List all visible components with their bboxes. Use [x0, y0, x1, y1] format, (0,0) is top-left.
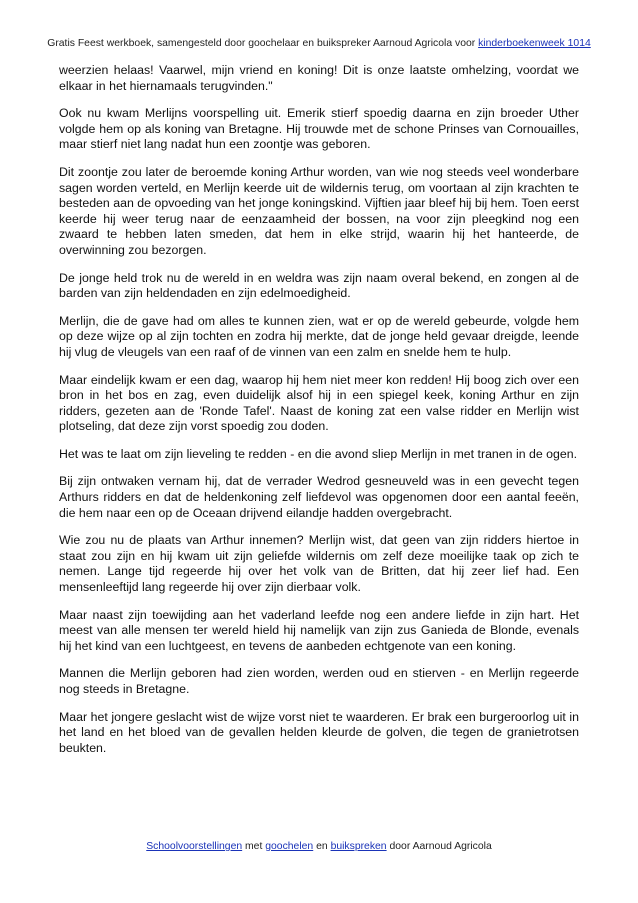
- paragraph: De jonge held trok nu de wereld in en weldra was zijn naam overal bekend, en zongen al de barden van zijn heldendaden en zijn edelmoedigheid.: [59, 270, 579, 301]
- schoolvoorstellingen-link[interactable]: Schoolvoorstellingen: [146, 841, 243, 852]
- paragraph: Het was te laat om zijn lieveling te redden - en die avond sliep Merlijn in met tranen in de ogen.: [59, 446, 578, 461]
- paragraph: Maar het jongere geslacht wist de wijze vorst niet te waarderen. Er brak een burgeroorlog uit in het land en het bloed van de gevallen helden kleurde de golven, die tegen de granietrotsen beukten.: [59, 709, 579, 755]
- paragraph: Merlijn, die de gave had om alles te kunnen zien, wat er op de wereld gebeurde, volgde hem op deze wijze op al zijn tochten en zodra hij merkte, dat de jonge held gevaar dreigde, leende hij vlug de vleugels van een raaf of de vinnen van een zalm en snelde hem te hulp.: [59, 313, 579, 359]
- goochelen-link[interactable]: goochelen: [265, 841, 314, 852]
- page-footer: [0, 841, 638, 853]
- paragraph: Mannen die Merlijn geboren had zien worden, werden oud en stierven - en Merlijn regeerde nog steeds in Bretagne.: [59, 666, 579, 696]
- paragraph: Ook nu kwam Merlijns voorspelling uit. Emerik stierf spoedig daarna en zijn broeder Uther volgde hem op als koning van Bretagne. Hij trouwde met de schone Prinses van Cornouailles, maar stierf niet lang nadat hun een zoontje was geboren.: [59, 106, 579, 152]
- article-body: [59, 63, 579, 768]
- paragraph: weerzien helaas! Vaarwel, mijn vriend en koning! Dit is onze laatste omhelzing, voordat we elkaar in het hiernamaals terugvinden.": [59, 63, 579, 93]
- footer-text: met: [242, 841, 266, 852]
- footer-text: en: [313, 841, 331, 852]
- page-header: [0, 38, 638, 50]
- footer-text: door Aarnoud Agricola: [386, 841, 492, 852]
- paragraph: Wie zou nu de plaats van Arthur innemen? Merlijn wist, dat geen van zijn ridders hiertoe in staat zou zijn en hij kwam uit zijn geliefde wildernis om zelf deze moeilijke taak op zich te nemen. Lange tijd regeerde hij over het volk van de Britten, dat hij zeer lief had. Een mensenleeftijd lang regeerde hij over zijn dierbaar volk.: [59, 533, 579, 595]
- buikspreken-link[interactable]: buikspreken: [330, 841, 387, 852]
- kinderboekenweek-link[interactable]: kinderboekenweek 1014: [478, 38, 591, 49]
- paragraph: Maar naast zijn toewijding aan het vaderland leefde nog een andere liefde in zijn hart. Het meest van alle mensen ter wereld hield hij namelijk van zijn zus Ganieda de Blonde, evenals hij het kind van een luchtgeest, en tevens de aanbeden echtgenote van een koning.: [59, 607, 579, 653]
- paragraph: Maar eindelijk kwam er een dag, waarop hij hem niet meer kon redden! Hij boog zich over een bron in het bos en zag, even duidelijk alsof hij in een spiegel keek, koning Arthur en zijn ridders, gezeten aan de 'Ronde Tafel'. Naast de koning zat een valse ridder en Merlijn wist plotseling, dat deze zijn vorst spoedig zou doden.: [59, 372, 579, 434]
- header-text: Gratis Feest werkboek, samengesteld door goochelaar en buikspreker Aarnoud Agricola voor: [47, 38, 479, 49]
- paragraph: Bij zijn ontwaken vernam hij, dat de verrader Wedrod gesneuveld was in een gevecht tegen Arthurs ridders en dat de heldenkoning zelf liefdevol was opgenomen door een aantal feeën, die hem naar een op de Oceaan drijvend eilandje hadden overgebracht.: [59, 474, 579, 520]
- paragraph: Dit zoontje zou later de beroemde koning Arthur worden, van wie nog steeds veel wonderbare sagen worden verteld, en Merlijn keerde uit de wildernis terug, om voortaan al zijn krachten te besteden aan de opvoeding van het jonge koningskind. Vijftien jaar bleef hij bij hem. Toen eerst keerde hij weer terug naar de eenzaamheid der bossen, na voor zijn pleegkind nog een zwaard te hebben laten smeden, dat hem in elke strijd, waarin hij het hanteerde, de overwinning zou bezorgen.: [59, 164, 579, 257]
